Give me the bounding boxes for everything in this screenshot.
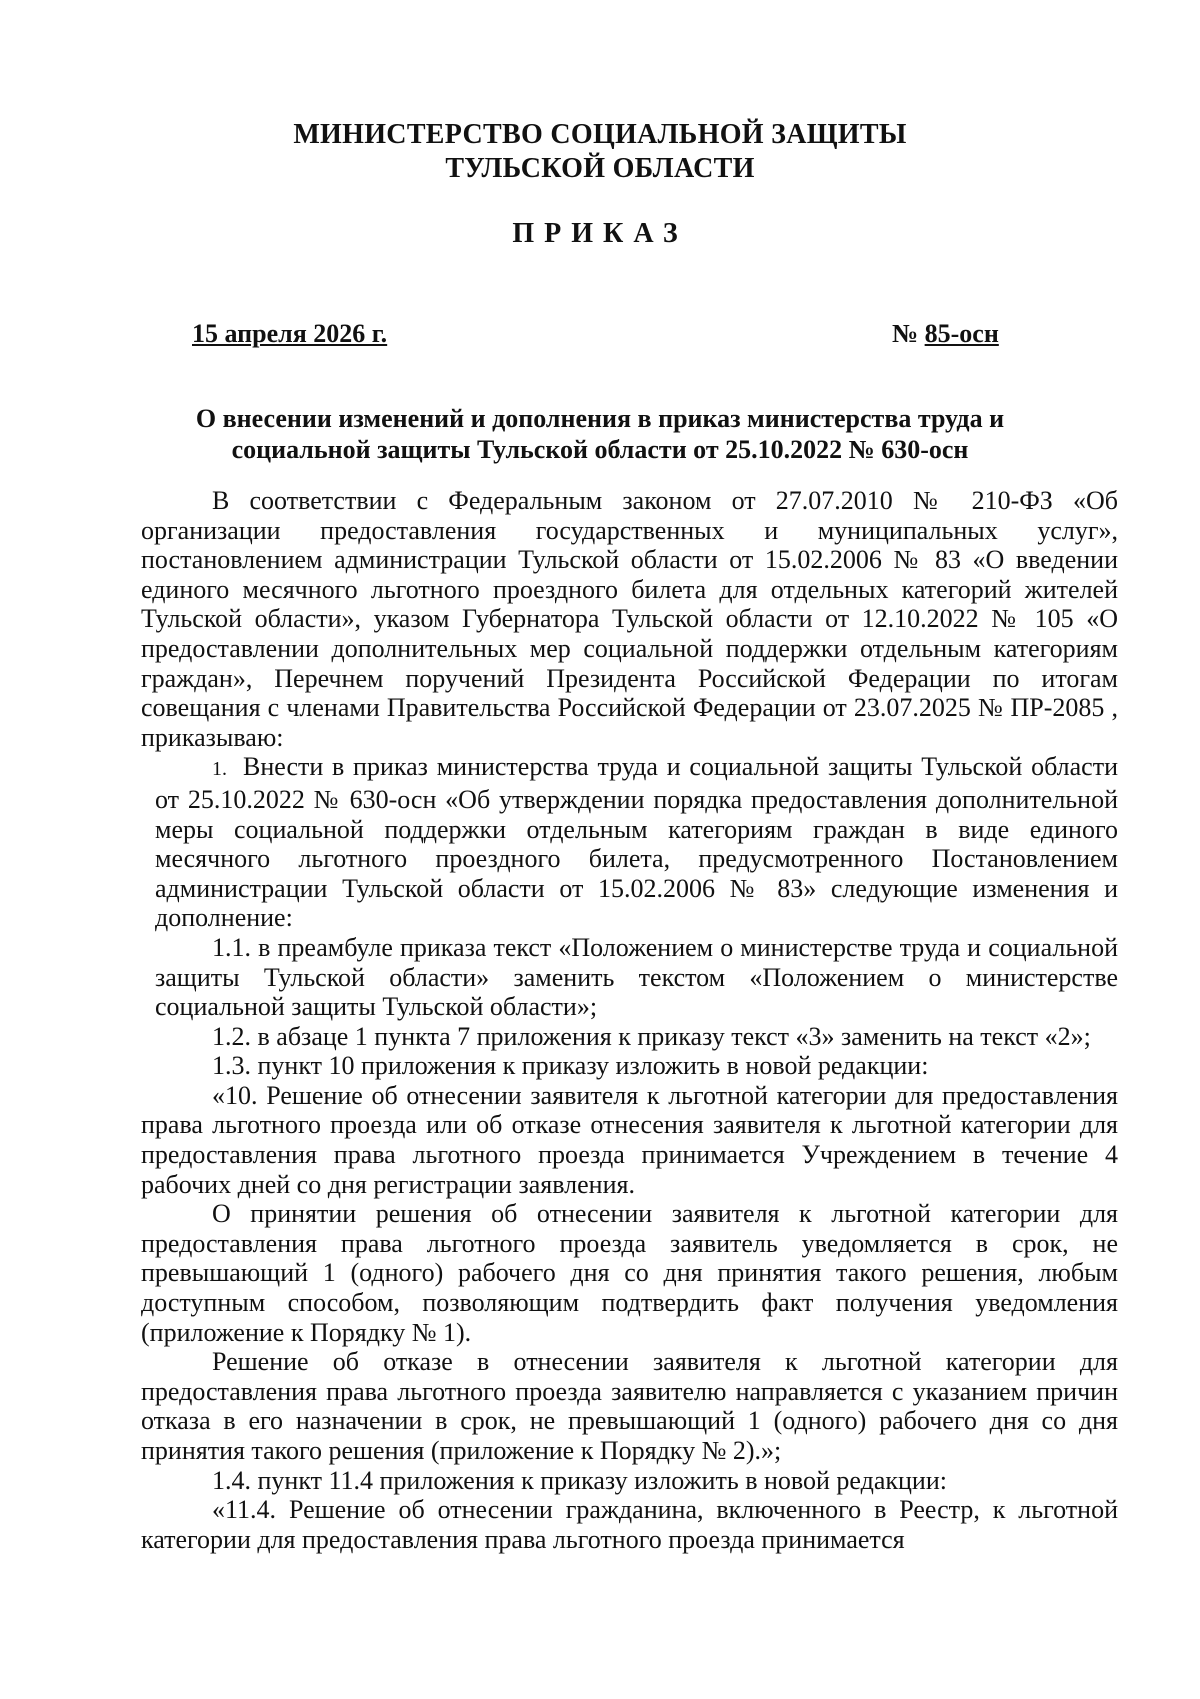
clause-11-4-paragraph: «11.4. Решение об отнесении гражданина, включенного в Реестр, к льготной категории для предоставления права льготного проезда принимается [141, 1495, 1118, 1554]
document-number-value: 85-осн [924, 319, 999, 348]
item-1-paragraph [141, 752, 1118, 933]
item-1-1-paragraph: 1.1. в преамбуле приказа текст «Положением о министерстве труда и социальной защиты Тульской области» заменить текстом «Положением о министерстве социальной защиты Тульской области»; [155, 932, 1118, 1022]
subject-line2: социальной защиты Тульской области от 25.10.2022 № 630-осн [231, 435, 969, 464]
ministry-name [0, 118, 1200, 186]
preamble-paragraph: В соответствии с Федеральным законом от 27.07.2010 № 210-ФЗ «Об организации предоставления государственных и муниципальных услуг», постановлением администрации Тульской области от 15.02.2006 № 83 «О введении единого месячного льготного проездного билета для отдельных категорий жителей Тульской области», указом Губернатора Тульской области от 12.10.2022 № 105 «О предоставлении дополнительных мер социальной поддержки отдельным категориям граждан», Перечнем поручений Президента Российской Федерации по итогам совещания с членами Правительства Российской Федерации от 23.07.2025 № ПР-2085 , приказываю: [141, 486, 1118, 752]
clause-10-paragraph-3: Решение об отказе в отнесении заявителя к льготной категории для предоставления права льготного проезда заявителю направляется с указанием причин отказа в его назначении в срок, не превышающий 1 (одного) рабочего дня со дня принятия такого решения (приложение к Порядку № 2).»; [141, 1347, 1118, 1465]
document-number [892, 318, 999, 350]
item-1-3-paragraph: 1.3. пункт 10 приложения к приказу изложить в новой редакции: [212, 1051, 929, 1081]
subject-line1: О внесении изменений и дополнения в приказ министерства труда и [195, 404, 1005, 433]
item-1-4-paragraph: 1.4. пункт 11.4 приложения к приказу изложить в новой редакции: [212, 1465, 947, 1495]
item-1-2-paragraph: 1.2. в абзаце 1 пункта 7 приложения к приказу текст «3» заменить на текст «2»; [212, 1021, 1091, 1051]
document-date: 15 апреля 2026 г. [192, 319, 388, 348]
document-type: ПРИКАЗ [512, 218, 688, 249]
document-number-prefix: № [892, 319, 925, 348]
document-body [141, 486, 1118, 1554]
document-subject [0, 403, 1200, 465]
clause-10-paragraph-1: «10. Решение об отнесении заявителя к льготной категории для предоставления права льготного проезда или об отказе отнесения заявителя к льготной категории для предоставления права льготного проезда принимается Учреждением в течение 4 рабочих дней со дня регистрации заявления. [141, 1080, 1118, 1199]
item-1-number: 1. [212, 758, 227, 781]
clause-10-paragraph-2: О принятии решения об отнесении заявителя к льготной категории для предоставления права льготного проезда заявитель уведомляется в срок, не превышающий 1 (одного) рабочего дня со дня принятия такого решения, любым доступным способом, позволяющим подтвердить факт получения уведомления (приложение к Порядку № 1). [141, 1199, 1118, 1347]
ministry-name-line1: МИНИСТЕРСТВО СОЦИАЛЬНОЙ ЗАЩИТЫ [293, 119, 907, 150]
item-1-text: Внести в приказ министерства труда и социальной защиты Тульской области от 25.10.2022 № 630-осн «Об утверждении порядка предоставления дополнительной меры социальной поддержки отдельным категориям граждан в виде единого месячного льготного проездного билета, предусмотренного Постановлением администрации Тульской области от 15.02.2006 № 83» следующие изменения и дополнение: [155, 752, 1118, 933]
ministry-name-line2: ТУЛЬСКОЙ ОБЛАСТИ [445, 153, 755, 184]
